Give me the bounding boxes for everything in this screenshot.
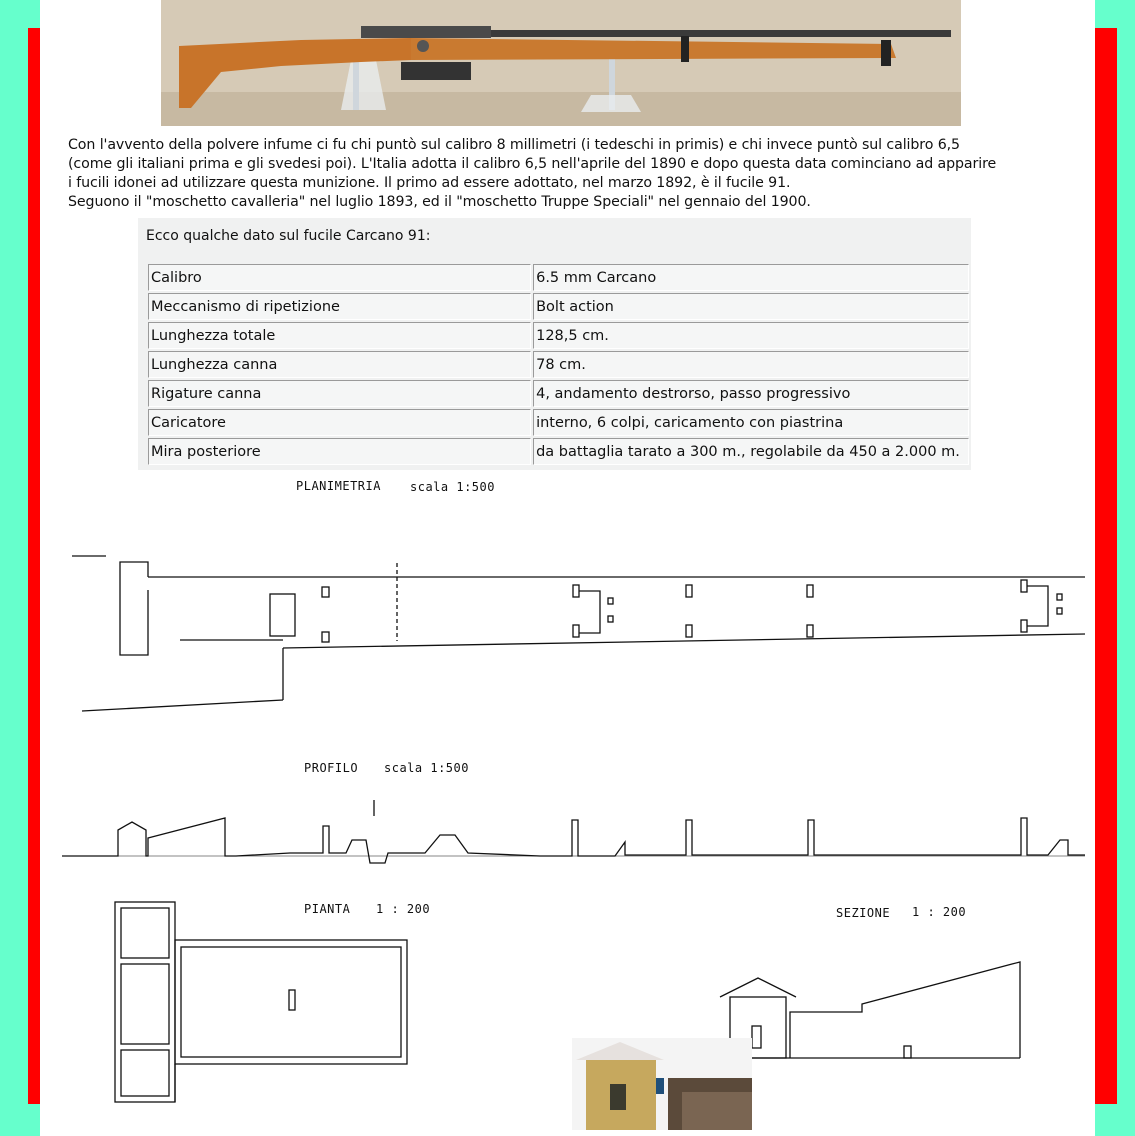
intro-line-4: Seguono il "moschetto cavalleria" nel luglio 1893, ed il "moschetto Truppe Speciali" nel gennaio del 1900. [68, 194, 811, 210]
house-illustration [572, 1038, 752, 1130]
spec-label: Mira posteriore [148, 438, 531, 465]
spec-value: 6.5 mm Carcano [533, 264, 969, 291]
spec-label: Lunghezza totale [148, 322, 531, 349]
intro-line-2: (come gli italiani prima e gli svedesi poi). L'Italia adotta il calibro 6,5 nell'aprile del 1890 e dopo questa data cominciano ad apparire [68, 156, 997, 172]
intro-line-1: Con l'avvento della polvere infume ci fu chi puntò sul calibro 8 millimetri (i tedeschi in primis) e chi invece puntò sul calibro 6,5 [68, 137, 960, 153]
profilo-scale: scala 1:500 [384, 761, 469, 775]
sezione-title: SEZIONE [836, 906, 891, 920]
spec-value: interno, 6 colpi, caricamento con piastrina [533, 409, 969, 436]
spec-value: 78 cm. [533, 351, 969, 378]
intro-line-3: i fucili idonei ad utilizzare questa munizione. Il primo ad essere adottato, nel marzo 1892, è il fucile 91. [68, 175, 791, 191]
spec-label: Caricatore [148, 409, 531, 436]
planimetria-title: PLANIMETRIA [296, 479, 381, 493]
spec-value: Bolt action [533, 293, 969, 320]
planimetria-drawing [72, 556, 1085, 711]
spec-heading: Ecco qualche dato sul fucile Carcano 91: [146, 228, 431, 244]
spec-label: Lunghezza canna [148, 351, 531, 378]
spec-value: 4, andamento destrorso, passo progressivo [533, 380, 969, 407]
planimetria-scale: scala 1:500 [410, 480, 495, 494]
sezione-drawing [716, 962, 1020, 1058]
spec-label: Rigature canna [148, 380, 531, 407]
spec-label: Calibro [148, 264, 531, 291]
sezione-scale: 1 : 200 [912, 905, 967, 919]
spec-value: 128,5 cm. [533, 322, 969, 349]
house-photo [572, 1038, 752, 1130]
spec-label: Meccanismo di ripetizione [148, 293, 531, 320]
profilo-drawing [62, 800, 1085, 863]
spec-value: da battaglia tarato a 300 m., regolabile da 450 a 2.000 m. [533, 438, 969, 465]
profilo-title: PROFILO [304, 761, 359, 775]
pianta-drawing [115, 902, 407, 1102]
pianta-scale: 1 : 200 [376, 902, 431, 916]
pianta-title: PIANTA [304, 902, 351, 916]
